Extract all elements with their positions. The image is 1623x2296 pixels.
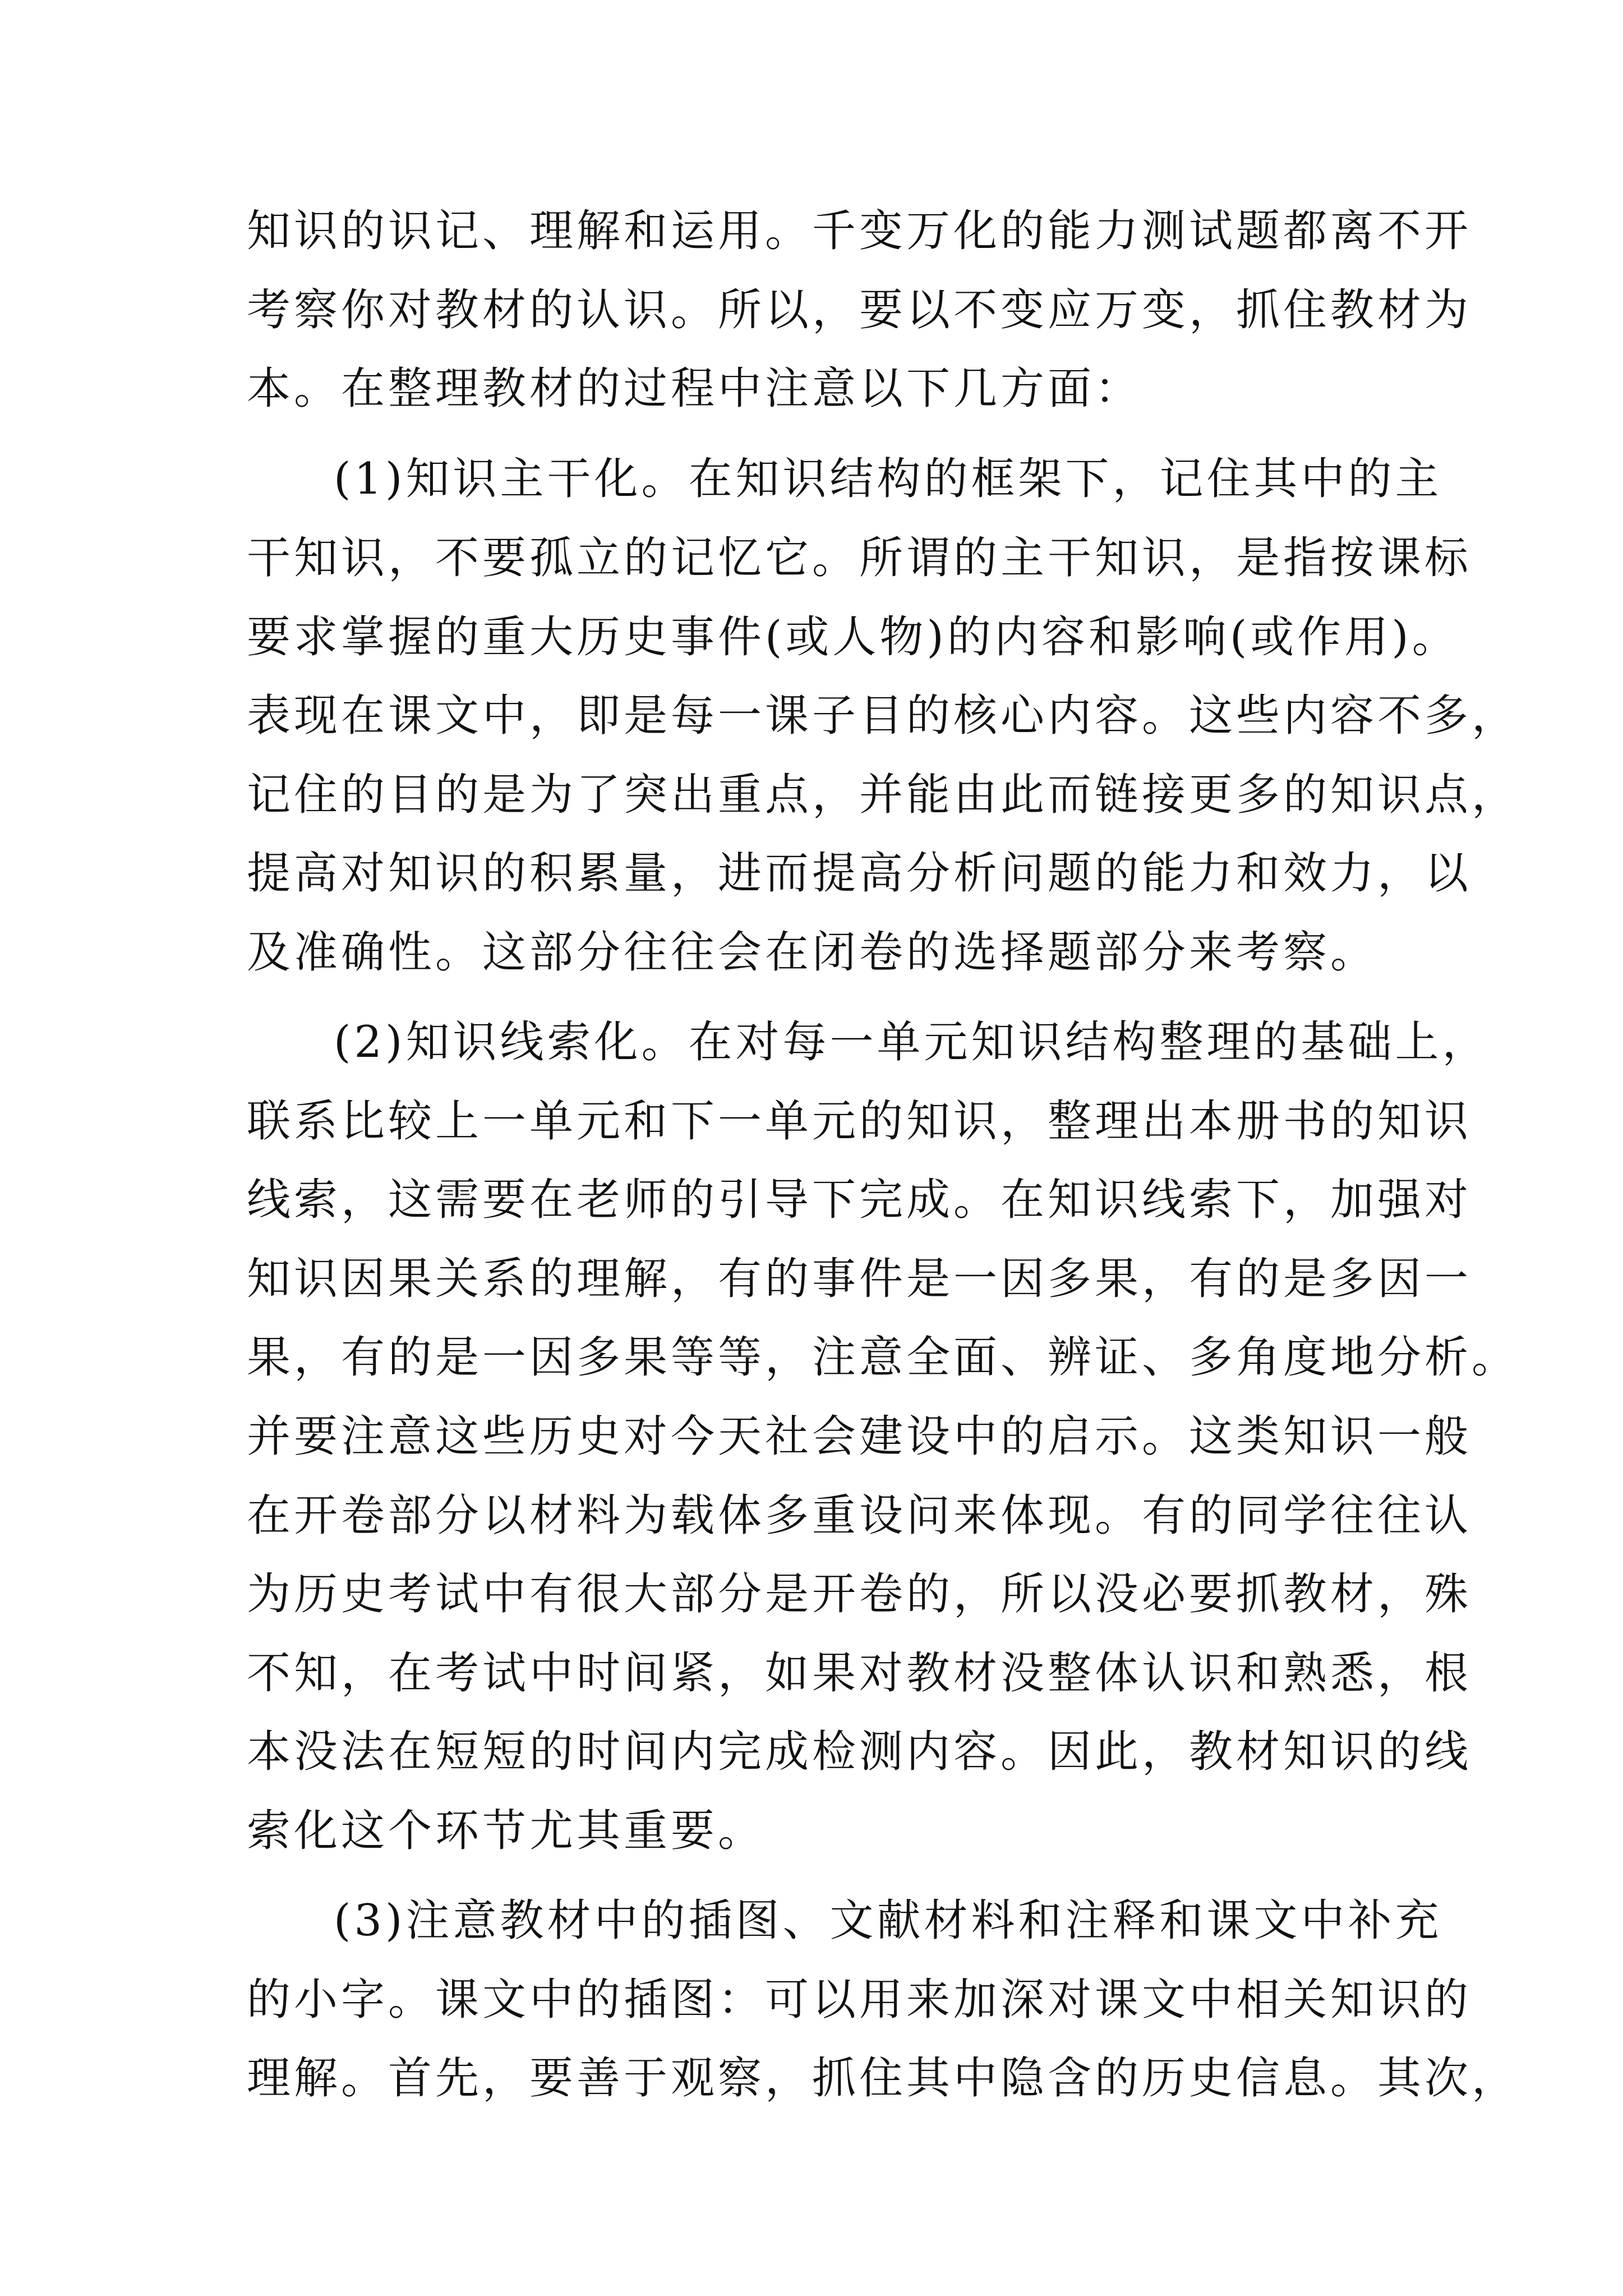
text-line-16: 并要注意这些历史对今天社会建设中的启示。这类知识一般 <box>247 1411 1472 1462</box>
text-line-13: 线索，这需要在老师的引导下完成。在知识线索下，加强对 <box>247 1175 1472 1225</box>
text-line-10: 及准确性。这部分往往会在闭卷的选择题部分来考察。 <box>247 927 1378 978</box>
text-line-8: 记住的目的是为了突出重点，并能由此而链接更多的知识点， <box>247 770 1519 820</box>
text-line-7: 表现在课文中，即是每一课子目的核心内容。这些内容不多， <box>247 691 1519 741</box>
text-line-23: 的小字。课文中的插图：可以用来加深对课文中相关知识的 <box>247 1975 1472 2025</box>
text-line-4: (1)知识主干化。在知识结构的框架下，记住其中的主 <box>334 454 1442 504</box>
text-line-2: 考察你对教材的认识。所以，要以不变应万变，抓住教材为 <box>247 285 1472 335</box>
text-line-22: (3)注意教材中的插图、文献材料和注释和课文中补充 <box>334 1895 1442 1946</box>
text-line-9: 提高对知识的积累量，进而提高分析问题的能力和效力，以 <box>247 848 1472 899</box>
text-line-6: 要求掌握的重大历史事件(或人物)的内容和影响(或作用)。 <box>247 612 1459 662</box>
text-line-12: 联系比较上一单元和下一单元的知识，整理出本册书的知识 <box>247 1096 1472 1147</box>
text-line-3: 本。在整理教材的过程中注意以下几方面： <box>247 364 1142 414</box>
text-line-5: 干知识，不要孤立的记忆它。所谓的主干知识，是指按课标 <box>247 533 1472 583</box>
text-line-19: 不知，在考试中时间紧，如果对教材没整体认识和熟悉，根 <box>247 1648 1472 1699</box>
text-line-17: 在开卷部分以材料为载体多重设问来体现。有的同学往往认 <box>247 1490 1472 1541</box>
text-line-1: 知识的识记、理解和运用。千变万化的能力测试题都离不开 <box>247 206 1472 256</box>
text-line-11: (2)知识线索化。在对每一单元知识结构整理的基础上， <box>334 1017 1490 1068</box>
text-line-15: 果，有的是一因多果等等，注意全面、辨证、多角度地分析。 <box>247 1332 1519 1383</box>
text-line-14: 知识因果关系的理解，有的事件是一因多果，有的是多因一 <box>247 1254 1472 1304</box>
text-line-21: 索化这个环节尤其重要。 <box>247 1806 766 1856</box>
text-line-18: 为历史考试中有很大部分是开卷的，所以没必要抓教材，殊 <box>247 1569 1472 1619</box>
text-line-20: 本没法在短短的时间内完成检测内容。因此，教材知识的线 <box>247 1727 1472 1777</box>
text-line-24: 理解。首先，要善于观察，抓住其中隐含的历史信息。其次， <box>247 2053 1519 2104</box>
